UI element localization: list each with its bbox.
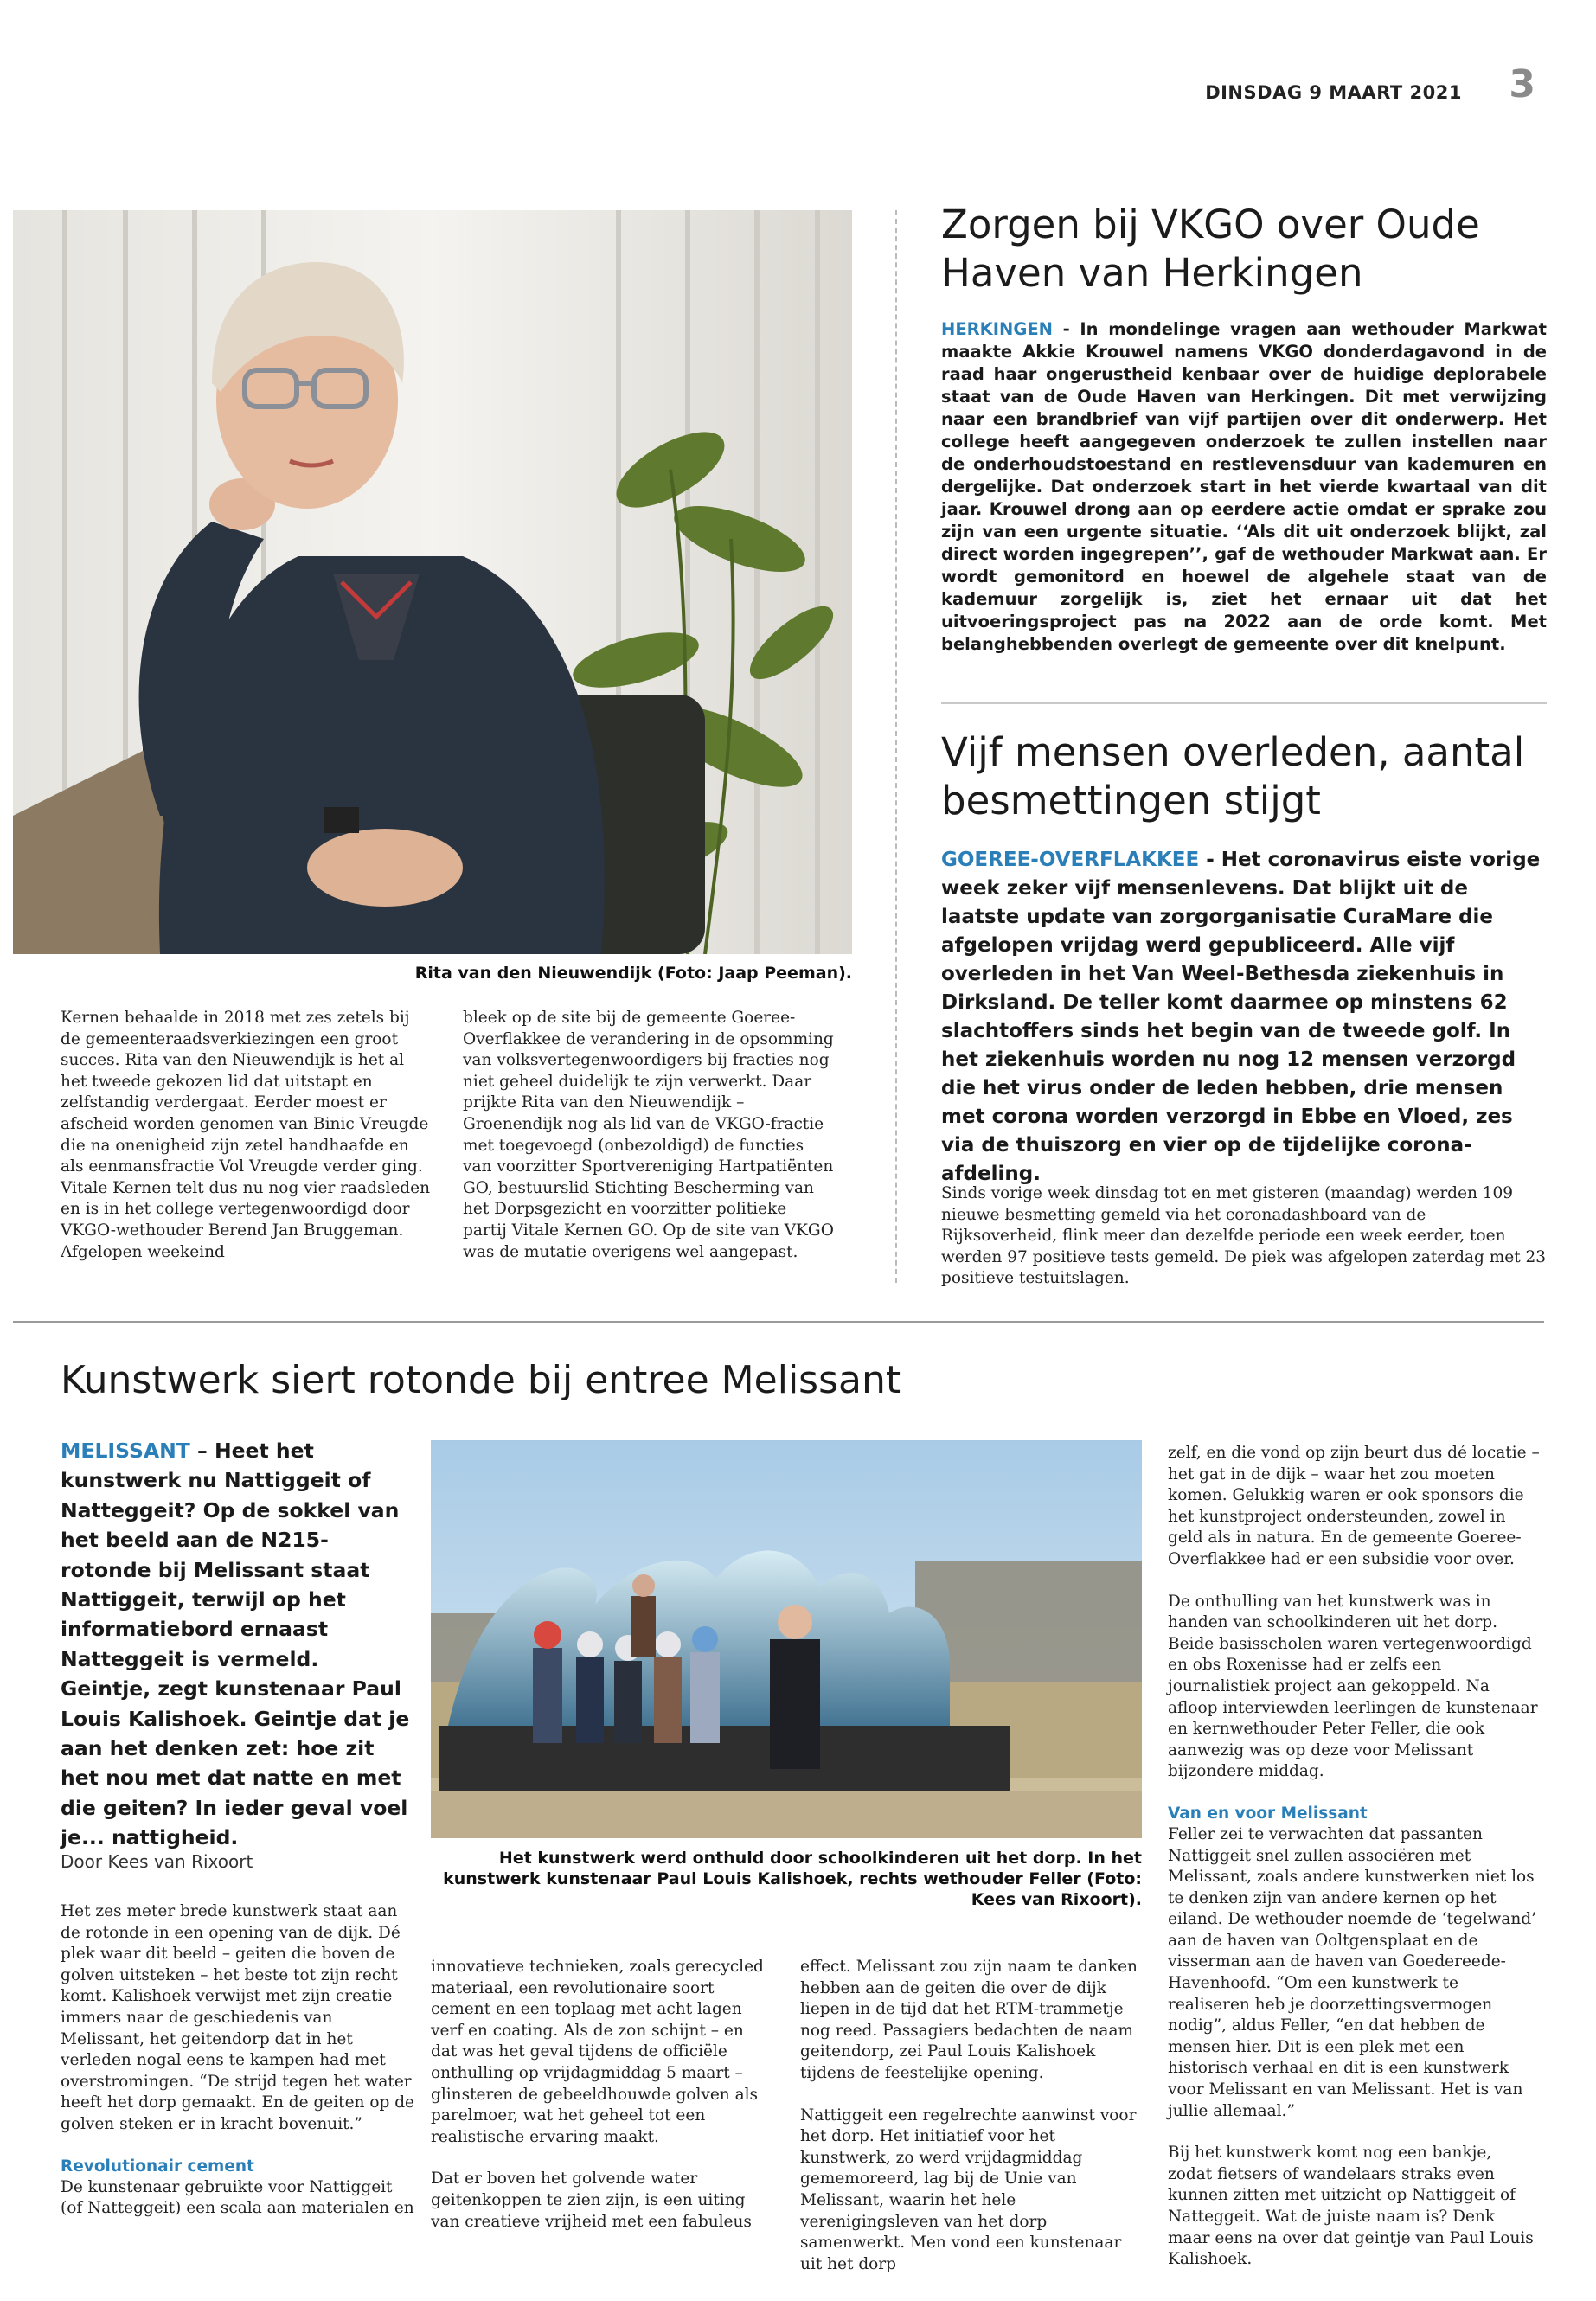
section-divider [941,702,1547,704]
haven-body [941,318,1547,656]
portrait-caption: Rita van den Nieuwendijk (Foto: Jaap Peeman). [414,964,852,983]
page-section-rule [13,1321,1544,1323]
kunstwerk-col4-p3: Feller zei te verwachten dat passanten Nattiggeit snel zullen associëren met Melissant, zoals andere kunstwerken niet los te denken zijn van andere kernen op het eiland. De wethouder noemde de ‘tegelwand’ aan de haven van Ooltgensplaat en de visserman aan de haven van Goedereede-Havenhoofd. “Om een kunstwerk te realiseren heb je doorzettingsvermogen nodig”, aldus Feller, “en dat hebben de mensen hier. Dit is een plek met een historisch verhaal en dit is een kunstwerk voor Melissant en van Melissant. Het is van jullie allemaal.” [1168,1824,1537,2120]
subhead-revolutionair-cement: Revolutionair cement [61,2157,254,2176]
artwork-caption: Het kunstwerk werd onthuld door schoolkinderen uit het dorp. In het kunstwerk kunstenaar Paul Louis Kalishoek, rechts wethouder Feller (Foto: Kees van Rixoort). [443,1849,1142,1909]
issue-date: DINSDAG 9 MAART 2021 [1205,82,1462,103]
artwork-photo [431,1440,1142,1838]
kunstwerk-col4-p4: Bij het kunstwerk komt nog een bankje, zodat fietsers of wandelaars straks even kunnen zitten met uitzicht op Nattiggeit of Natteggeit. Wat de juiste naam is? Denk maar eens na over dat geintje van Paul Louis Kalishoek. [1168,2144,1534,2269]
corona-body: Sinds vorige week dinsdag tot en met gisteren (maandag) werden 109 nieuwe besmetting gemeld via het coronadashboard van de Rijksoverheid, flink meer dan dezelfde periode een week eerder, toen werden 97 positieve tests gemeld. De piek was afgelopen zaterdag met 23 positieve testuitslagen. [941,1184,1547,1288]
subhead-van-en-voor-melissant: Van en voor Melissant [1168,1804,1368,1823]
corona-kicker: GOEREE-OVERFLAKKEE [941,849,1200,871]
portrait-photo [13,210,852,954]
haven-kicker: HERKINGEN [941,319,1053,339]
corona-headline: Vijf mensen overleden, aantal besmettingen stijgt [941,729,1525,824]
kunstwerk-col3-p2: Nattiggeit een regelrechte aanwinst voor het dorp. Het initiatief voor het kunstwerk, zo werd vrijdagmiddag gememoreerd, lag bij de Unie van Melissant, waarin het hele verenigingsleven van het dorp samenwerkt. Men vond een kunstenaar uit het dorp [800,2106,1137,2273]
kunstwerk-col4-p2: De onthulling van het kunstwerk was in handen van schoolkinderen uit het dorp. Beide basisscholen waren vertegenwoordigd en obs Roxenisse had er zelfs een journalistiek project aan gekoppeld. Na afloop interviewden leerlingen de kunstenaar en kernwethouder Peter Feller, die ook aanwezig was op deze voor Melissant bijzondere middag. [1168,1592,1538,1781]
corona-lead-text: - Het coronavirus eiste vorige week zeker vijf mensenlevens. Dat blijkt uit de laatste update van zorgorganisatie CuraMare die afgelopen vrijdag werd gepubliceerd. Alle vijf overleden in het Van Weel-Bethesda ziekenhuis in Dirksland. De teller komt daarmee op minstens 62 slachtoffers sinds het begin van de tweede golf. In het ziekenhuis worden nu nog 12 mensen verzorgd die het virus onder de leden hebben, drie mensen met corona worden verzorgd in Ebbe en Vloed, zes via de thuiszorg en vier op de tijdelijke corona-afdeling. [941,849,1541,1185]
corona-lead [941,846,1547,1189]
kunstwerk-col2 [431,1957,772,2253]
byline: Door Kees van Rixoort [61,1851,253,1872]
kunstwerk-headline: Kunstwerk siert rotonde bij entree Melissant [61,1358,901,1402]
haven-text: - In mondelinge vragen aan wethouder Markwat maakte Akkie Krouwel namens VKGO donderdagavond in de raad haar ongerustheid kenbaar over de huidige deplorabele staat van de Oude Haven van Herkingen. Dit met verwijzing naar een brandbrief van vijf partijen over dit onderwerp. Het college heeft aangegeven onderzoek te zullen instellen naar de onderhoudstoestand en restlevensduur van kademuren en dergelijke. Dat onderzoek start in het vierde kwartaal van dit jaar. Krouwel drong aan op eerdere actie omdat er sprake zou zijn van een urgente situatie. ‘‘Als dit uit onderzoek blijkt, zal direct worden ingegrepen’’, gaf de wethouder Markwat aan. Er wordt gemonitord en hoewel de algehele staat van de kademuur zorgelijk is, ziet het ernaar uit dat het uitvoeringsproject pas na 2022 aan de orde komt. Met belanghebbenden overlegt de gemeente over dit knelpunt. [941,319,1547,654]
kunstwerk-col1 [61,1901,415,2240]
kunstwerk-col3-p1: effect. Melissant zou zijn naam te danken hebben aan de geiten die over de dijk liepen in de tijd dat het RTM-trammetje nog reed. Passagiers bedachten de naam geitendorp, zei Paul Louis Kalishoek tijdens de feestelijke opening. [800,1958,1138,2082]
kunstwerk-col2-p2: Dat er boven het golvende water geitenkoppen te zien zijn, is een uiting van creatieve vrijheid met een fabuleus [431,2170,752,2231]
kunstwerk-lead [61,1436,415,1853]
rita-article-col1: Kernen behaalde in 2018 met zes zetels bij de gemeenteraadsverkiezingen een groot succes. Rita van den Nieuwendijk is het al het tweede gekozen lid dat uitstapt en zelfstandig verdergaat. Eerder moest er afscheid worden genomen van Binic Vreugde die na onenigheid zijn zetel handhaafde en als eenmansfractie Vol Vreugde verder ging. Vitale Kernen telt dus nu nog vier raadsleden en is in het college vertegenwoordigd door VKGO-wethouder Berend Jan Bruggeman. Afgelopen weekeind [61,1009,431,1261]
rita-article-col2: bleek op de site bij de gemeente Goeree-Overflakkee de verandering in de opsomming van volksvertegenwoordigers bij fracties nog niet geheel duidelijk te zijn verwerkt. Daar prijkte Rita van den Nieuwendijk – Groenendijk nog als lid van de VKGO-fractie met toegevoegd (onbezoldigd) de functies van voorzitter Sportvereniging Hartpatiënten GO, bestuurslid Stichting Bescherming van het Dorpsgezicht en voorzitter politieke partij Vitale Kernen GO. Op de site van VKGO was de mutatie overigens wel aangepast. [463,1009,834,1261]
page-number: 3 [1509,62,1535,106]
kunstwerk-col1-p1: Het zes meter brede kunstwerk staat aan de rotonde in een opening van de dijk. Dé plek waar dit beeld – geiten die boven de golven uitsteken – het beste tot zijn recht komt. Kalishoek verwijst met zijn creatie immers naar de geschiedenis van Melissant, het geitendorp dat in het verleden nogal eens te kampen had met overstromingen. “De strijd tegen het water heeft het dorp gemaakt. En de geiten op de golven steken er in kracht bovenuit.” [61,1902,415,2133]
kunstwerk-lead-text: – Heet het kunstwerk nu Nattiggeit of Natteggeit? Op de sokkel van het beeld aan de N215-rotonde bij Melissant staat Nattiggeit, terwijl op het informatiebord ernaast Natteggeit is vermeld. Geintje, zegt kunstenaar Paul Louis Kalishoek. Geintje dat je aan het denken zet: hoe zit het nou met dat natte en met die geiten? In ieder geval voel je... nattigheid. [61,1439,410,1850]
column-divider [895,210,897,1283]
kunstwerk-col4 [1168,1443,1540,2291]
kunstwerk-col4-p1: zelf, en die vond op zijn beurt dus dé locatie – het gat in de dijk – waar het zou moeten komen. Gelukkig waren er ook sponsors die het kunstproject ondersteunden, zowel in geld als in natura. En de gemeente Goeree-Overflakkee had er een subsidie voor over. [1168,1444,1540,1568]
haven-headline: Zorgen bij VKGO over Oude Haven van Herkingen [941,202,1480,296]
kunstwerk-col2-p1: innovatieve technieken, zoals gerecycled materiaal, een revolutionaire soort cement en een toplaag met acht lagen verf en coating. Als de zon schijnt – en dat was het geval tijdens de officiële onthulling op vrijdagmiddag 5 maart – glinsteren de gebeeldhouwde golven als parelmoer, wat het geheel tot een realistische ervaring maakt. [431,1958,764,2146]
kunstwerk-col3 [800,1957,1142,2296]
kunstwerk-col1-p2: De kunstenaar gebruikte voor Nattiggeit (of Natteggeit) een scala aan materialen en [61,2177,414,2218]
kunstwerk-kicker: MELISSANT [61,1439,190,1463]
